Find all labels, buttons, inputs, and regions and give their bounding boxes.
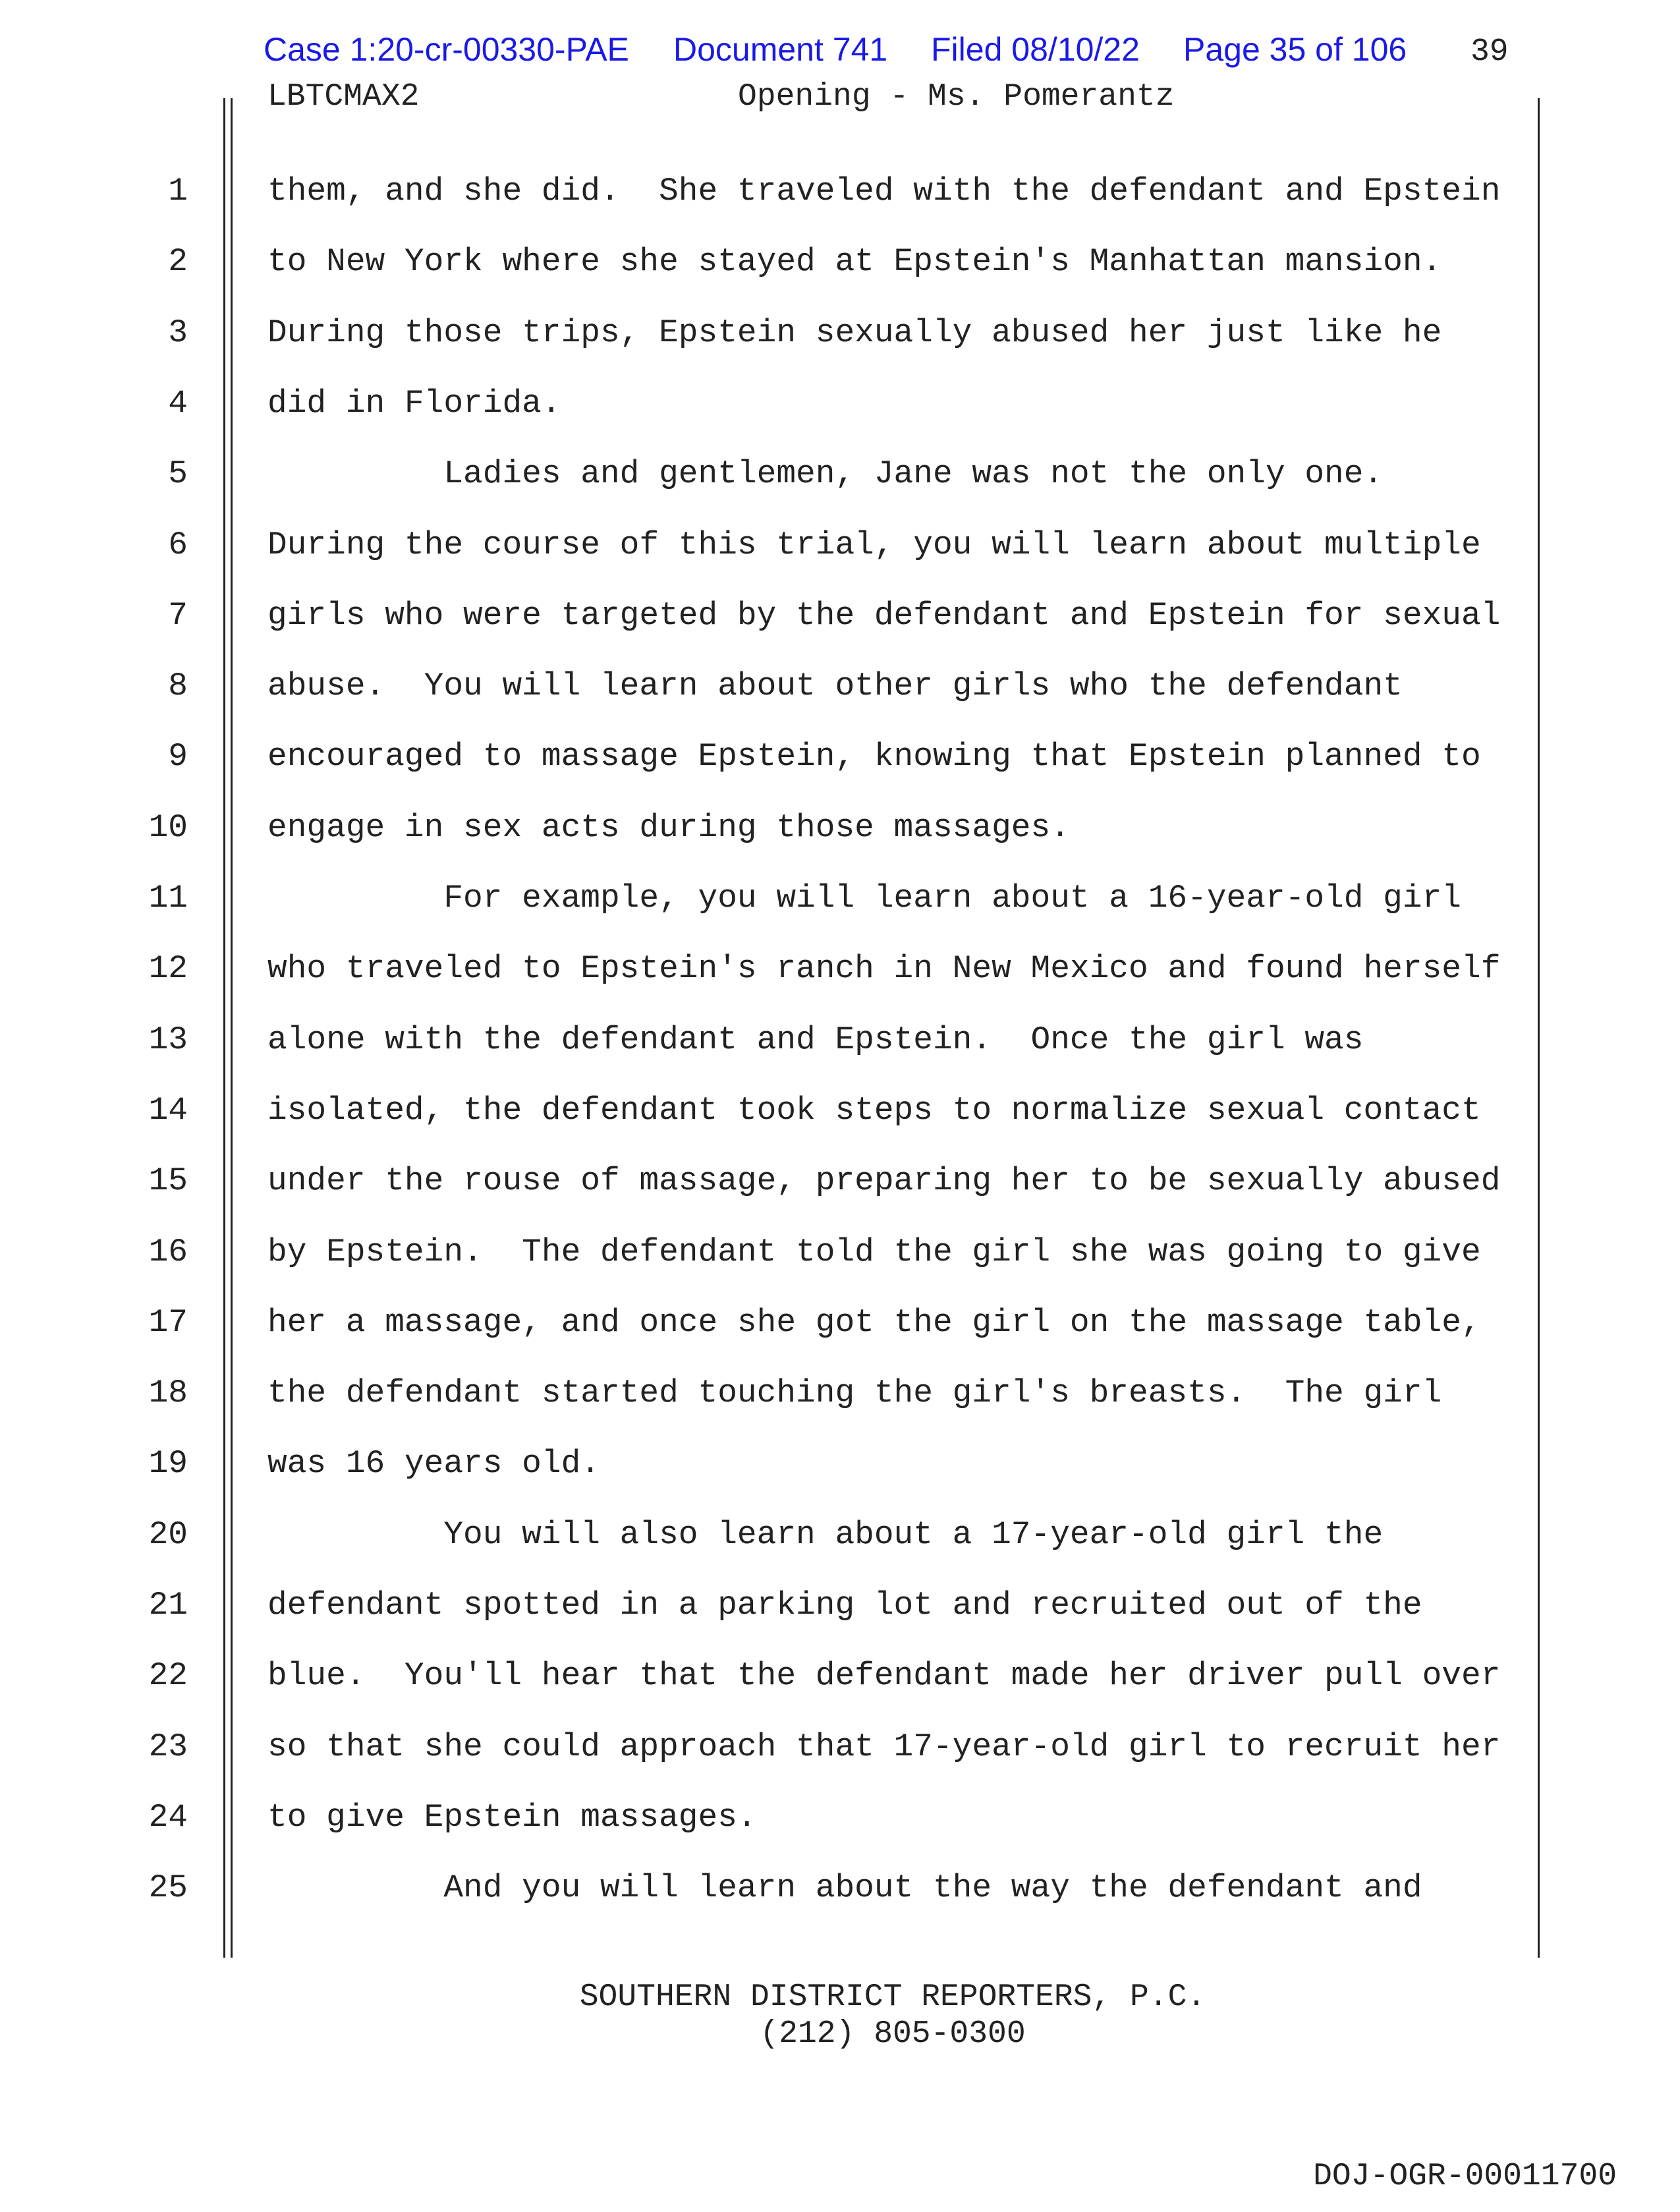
line-number: 17: [148, 1303, 188, 1341]
reporter-phone: (212) 805-0300: [760, 2016, 1026, 2052]
transcript-line: who traveled to Epstein's ranch in New Mexico and found herself: [267, 950, 1501, 988]
transcript-line: isolated, the defendant took steps to normalize sexual contact: [267, 1091, 1481, 1129]
transcript-line: Ladies and gentlemen, Jane was not the only one.: [267, 455, 1384, 493]
transcript-line: You will also learn about a 17-year-old girl the: [267, 1516, 1384, 1553]
transcript-line: abuse. You will learn about other girls who the defendant: [267, 667, 1403, 705]
transcript-code: LBTCMAX2: [267, 79, 420, 115]
line-number: 6: [168, 526, 188, 563]
transcript-page-number: 39: [1470, 34, 1509, 70]
transcript-line: under the rouse of massage, preparing her to be sexually abused: [267, 1162, 1501, 1200]
line-number: 11: [148, 880, 188, 917]
transcript-line: defendant spotted in a parking lot and recruited out of the: [267, 1587, 1422, 1624]
transcript-line: her a massage, and once she got the girl on the massage table,: [267, 1303, 1481, 1341]
line-number: 16: [148, 1233, 188, 1270]
line-number: 20: [148, 1516, 188, 1553]
transcript-line: them, and she did. She traveled with the defendant and Epstein: [267, 173, 1501, 210]
reporter-name: SOUTHERN DISTRICT REPORTERS, P.C.: [579, 1979, 1206, 2015]
transcript-line: For example, you will learn about a 16-year-old girl: [267, 880, 1461, 917]
transcript-line: did in Florida.: [267, 384, 561, 422]
section-title: Opening - Ms. Pomerantz: [738, 79, 1175, 115]
line-number: 8: [168, 667, 188, 705]
transcript-line: was 16 years old.: [267, 1445, 600, 1483]
right-margin-rule: [1538, 98, 1540, 1958]
line-number: 7: [168, 596, 188, 634]
line-number: 25: [148, 1869, 188, 1907]
transcript-line: to New York where she stayed at Epstein's Manhattan mansion.: [267, 243, 1442, 281]
line-number: 3: [168, 314, 188, 351]
bates-number: DOJ-OGR-00011700: [1313, 2159, 1617, 2194]
page-count: Page 35 of 106: [1183, 31, 1407, 68]
line-number: 18: [148, 1375, 188, 1412]
left-margin-rule-inner: [231, 98, 233, 1958]
line-number: 5: [168, 455, 188, 493]
line-number: 1: [168, 173, 188, 210]
line-number: 21: [148, 1587, 188, 1624]
line-number: 14: [148, 1091, 188, 1129]
line-number: 15: [148, 1162, 188, 1200]
document-number: Document 741: [673, 31, 888, 68]
transcript-line: by Epstein. The defendant told the girl she was going to give: [267, 1233, 1481, 1270]
line-number: 22: [148, 1657, 188, 1695]
line-number: 2: [168, 243, 188, 281]
transcript-line: the defendant started touching the girl's breasts. The girl: [267, 1375, 1442, 1412]
line-number: 13: [148, 1021, 188, 1058]
line-number: 9: [168, 738, 188, 776]
line-number: 10: [148, 808, 188, 846]
transcript-line: girls who were targeted by the defendant and Epstein for sexual: [267, 596, 1501, 634]
transcript-line: During those trips, Epstein sexually abused her just like he: [267, 314, 1442, 351]
line-number: 12: [148, 950, 188, 988]
transcript-line: And you will learn about the way the defendant and: [267, 1869, 1422, 1907]
transcript-line: encouraged to massage Epstein, knowing that Epstein planned to: [267, 738, 1481, 776]
transcript-line: to give Epstein massages.: [267, 1798, 757, 1836]
line-number: 23: [148, 1728, 188, 1765]
transcript-line: blue. You'll hear that the defendant made her driver pull over: [267, 1657, 1501, 1695]
transcript-line: engage in sex acts during those massages.: [267, 808, 1070, 846]
filed-date: Filed 08/10/22: [931, 31, 1140, 68]
transcript-line: alone with the defendant and Epstein. Once the girl was: [267, 1021, 1364, 1058]
transcript-line: so that she could approach that 17-year-old girl to recruit her: [267, 1728, 1501, 1765]
case-number: Case 1:20-cr-00330-PAE: [264, 31, 629, 68]
left-margin-rule: [223, 98, 225, 1958]
transcript-line: During the course of this trial, you will learn about multiple: [267, 526, 1481, 563]
line-number: 19: [148, 1445, 188, 1483]
line-number: 4: [168, 384, 188, 422]
line-number: 24: [148, 1798, 188, 1836]
